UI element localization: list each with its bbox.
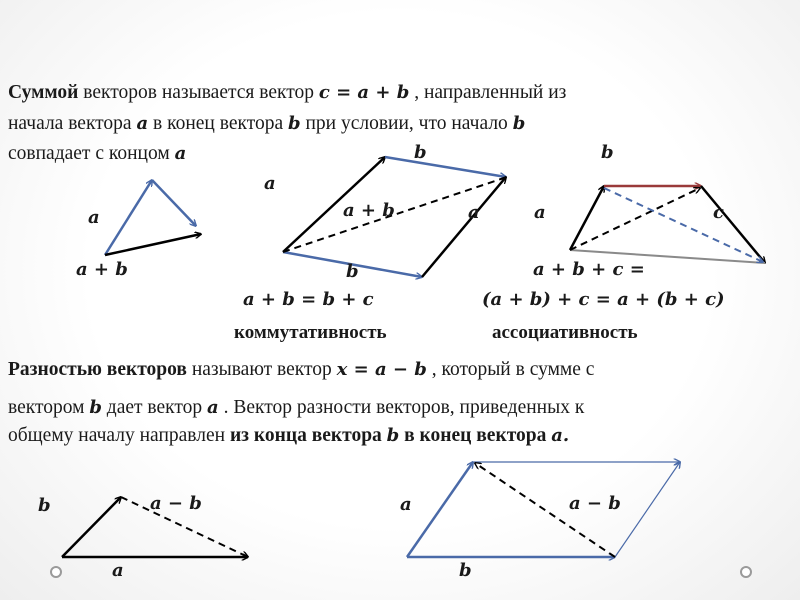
associativity-equation: (a + b) + c = a + (b + c) — [482, 289, 725, 310]
commutativity-caption: коммутативность — [234, 322, 387, 343]
vector-a — [407, 462, 473, 557]
sum-definition-line-3: совпадает с концом a — [8, 143, 187, 164]
vector-a — [105, 180, 152, 255]
difference-definition-line-3: общему началу направлен из конца вектора b в конец вектора a. — [8, 425, 570, 446]
dashed-b-plus-c — [604, 188, 763, 262]
fig3-label-b: b — [601, 142, 614, 163]
fig1-label-a: a — [88, 207, 100, 228]
formula-c-equals-a-plus-b: c = a + b — [318, 82, 410, 103]
fig2-label-a-plus-b: a + b — [343, 200, 395, 221]
fig3-label-a: a — [534, 202, 546, 223]
fig4-label-a-minus-b: a − b — [150, 493, 202, 514]
fig2-label-b-bottom: b — [346, 261, 359, 282]
vector-a-right — [422, 177, 506, 277]
fig3-label-c: c — [713, 202, 724, 223]
figure-associativity — [570, 186, 765, 263]
slide-dot-left — [50, 566, 62, 578]
vector-c — [701, 186, 765, 263]
fig5-label-a-minus-b: a − b — [569, 493, 621, 514]
vector-b-top — [385, 157, 506, 177]
fig5-label-b: b — [459, 560, 472, 581]
figure-difference-parallelogram — [407, 462, 680, 557]
fig5-label-a: a — [400, 494, 412, 515]
vector-b — [62, 497, 121, 557]
vector-a — [570, 186, 604, 250]
fig2-label-b-top: b — [414, 142, 427, 163]
fig2-label-a-left: a — [264, 173, 276, 194]
formula-x-equals-a-minus-b: x = a − b — [336, 359, 427, 380]
fig2-label-a-right: a — [468, 202, 480, 223]
fig4-label-a: a — [112, 560, 124, 581]
term-difference: Разностью векторов — [8, 359, 187, 380]
fig3-label-a-plus-b-plus-c: a + b + c = — [533, 259, 645, 280]
figure-sum-triangle — [105, 180, 201, 255]
term-sum: Суммой — [8, 82, 79, 103]
sum-definition-line-1: Суммой векторов называется вектор c = a + b , направленный из — [8, 82, 567, 103]
sum-definition-line-2: начала вектора a в конец вектора b при условии, что начало b — [8, 113, 526, 134]
slide-dot-right — [740, 566, 752, 578]
vector-a-plus-b — [105, 234, 201, 255]
fig4-label-b: b — [38, 495, 51, 516]
difference-definition-line-1: Разностью векторов называют вектор x = a − b , который в сумме с — [8, 359, 595, 380]
commutativity-equation: a + b = b + c — [243, 289, 374, 310]
dashed-a-plus-b — [570, 188, 700, 250]
associativity-caption: ассоциативность — [492, 322, 638, 343]
fig1-label-a-plus-b: a + b — [76, 259, 128, 280]
vector-b — [152, 180, 196, 226]
difference-definition-line-2: вектором b дает вектор a . Вектор разности векторов, приведенных к — [8, 397, 585, 418]
vector-a-right — [615, 462, 680, 557]
